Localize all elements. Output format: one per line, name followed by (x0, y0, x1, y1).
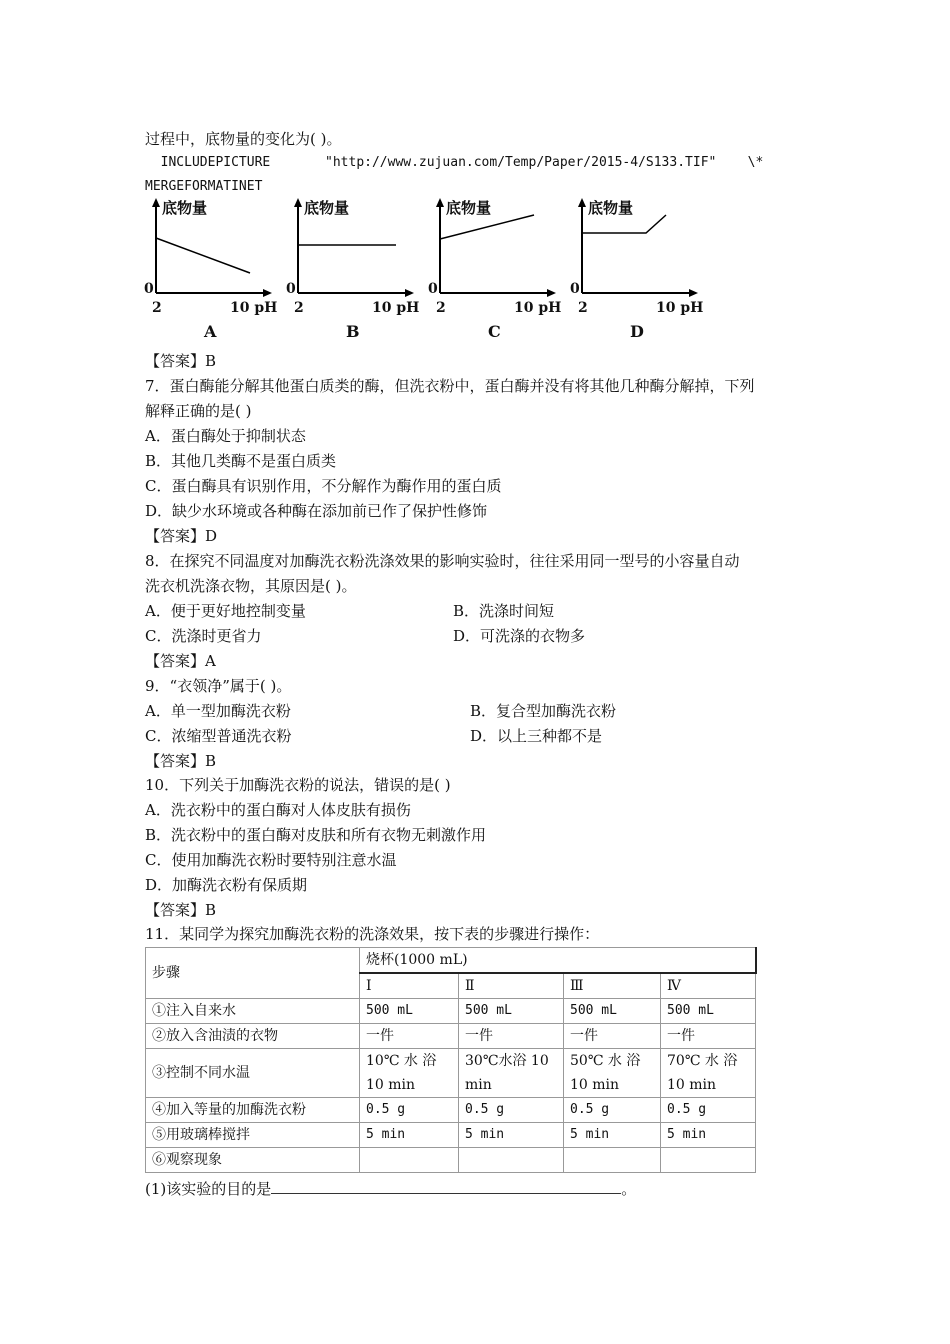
y-axis-arrow (578, 198, 586, 207)
graph-origin-label: 0 (428, 281, 438, 297)
beaker-header-cell: 烧杯(1000 mL) (360, 948, 756, 974)
step-cell: ⑥观察现象 (146, 1148, 360, 1173)
graph-letter: C (488, 322, 501, 341)
q7-stem-line2: 解释正确的是( ) (145, 402, 252, 420)
graph-tick-start: 2 (436, 300, 446, 316)
q10-stem: 10．下列关于加酶洗衣粉的说法，错误的是( ) (145, 776, 451, 794)
x-axis-arrow (547, 289, 556, 297)
y-axis-arrow (294, 198, 302, 207)
table-header-row (146, 948, 756, 974)
q11-stem: 11．某同学为探究加酶洗衣粉的洗涤效果，按下表的步骤进行操作： (145, 925, 600, 943)
graph-letter: D (630, 322, 644, 341)
q8-option-b: B．洗涤时间短 (453, 602, 555, 620)
value-cell: 一件 (459, 1024, 564, 1049)
graph-ylabel: 底物量 (162, 199, 208, 217)
value-cell: 50℃ 水 浴 10 min (564, 1049, 661, 1098)
substrate-curve (156, 238, 250, 273)
graph-tick-start: 2 (152, 300, 162, 316)
graph-letter: B (346, 322, 360, 341)
answer-q10: 【答案】B (145, 901, 217, 919)
graph-origin-label: 0 (570, 281, 580, 297)
step-cell: ①注入自来水 (146, 999, 360, 1024)
value-cell: 一件 (360, 1024, 459, 1049)
q9-option-a: A．单一型加酶洗衣粉 (145, 702, 291, 720)
answer-q6: 【答案】B (145, 352, 217, 370)
step-cell: ③控制不同水温 (146, 1049, 360, 1098)
table-row (146, 1098, 756, 1123)
include-field-line: INCLUDEPICTURE "http://www.zujuan.com/Temp/Paper/2015-4/S133.TIF" \* (145, 155, 764, 170)
q8-option-d: D．可洗涤的衣物多 (453, 627, 586, 645)
q8-option-c: C．洗涤时更省力 (145, 627, 262, 645)
answer-blank[interactable] (271, 1179, 621, 1194)
q7-option-b: B．其他几类酶不是蛋白质类 (145, 452, 337, 470)
q8-stem-line1: 8．在探究不同温度对加酶洗衣粉洗涤效果的影响实验时，往往采用同一型号的小容量自动 (145, 552, 740, 570)
value-cell: 500 mL (564, 999, 661, 1024)
graph-tick-end: 10 pH (656, 300, 704, 316)
table-row (146, 1024, 756, 1049)
x-axis-arrow (263, 289, 272, 297)
value-cell: 30℃水浴 10 min (459, 1049, 564, 1098)
answer-q7: 【答案】D (145, 527, 218, 545)
beaker-col-2: Ⅱ (459, 973, 564, 999)
table-row (146, 1148, 756, 1173)
q10-option-b: B．洗衣粉中的蛋白酶对皮肤和所有衣物无刺激作用 (145, 826, 487, 844)
q7-option-a: A．蛋白酶处于抑制状态 (145, 427, 306, 445)
value-cell: 70℃ 水 浴 10 min (661, 1049, 756, 1098)
graph-panel-b (280, 196, 420, 346)
step-cell: ④加入等量的加酶洗衣粉 (146, 1098, 360, 1123)
y-axis-arrow (436, 198, 444, 207)
q9-stem: 9．“衣领净”属于( )。 (145, 677, 292, 695)
value-cell: 0.5 g (459, 1098, 564, 1123)
value-cell: 一件 (661, 1024, 756, 1049)
step-cell: ②放入含油渍的衣物 (146, 1024, 360, 1049)
y-axis-arrow (152, 198, 160, 207)
empty-cell (661, 1148, 756, 1173)
graph-tick-end: 10 pH (230, 300, 278, 316)
value-cell: 5 min (564, 1123, 661, 1148)
graph-ylabel: 底物量 (304, 199, 350, 217)
ph-substrate-graphs (138, 196, 718, 346)
step-header-cell: 步骤 (146, 948, 360, 999)
value-cell: 500 mL (661, 999, 756, 1024)
q8-option-a: A．便于更好地控制变量 (145, 602, 306, 620)
value-cell: 0.5 g (661, 1098, 756, 1123)
value-cell: 5 min (459, 1123, 564, 1148)
substrate-curve (440, 215, 534, 239)
q11-sub1-suffix: 。 (621, 1180, 637, 1198)
answer-q9: 【答案】B (145, 752, 217, 770)
empty-cell (360, 1148, 459, 1173)
table-row (146, 999, 756, 1024)
graph-origin-label: 0 (144, 281, 154, 297)
beaker-col-4: Ⅳ (661, 973, 756, 999)
step-cell: ⑤用玻璃棒搅拌 (146, 1123, 360, 1148)
value-cell: 10℃ 水 浴 10 min (360, 1049, 459, 1098)
include-field-line-2: MERGEFORMATINET (145, 179, 263, 194)
q8-stem-line2: 洗衣机洗涤衣物，其原因是( )。 (145, 577, 357, 595)
q10-option-c: C．使用加酶洗衣粉时要特别注意水温 (145, 851, 397, 869)
value-cell: 一件 (564, 1024, 661, 1049)
experiment-steps-table (145, 947, 757, 1173)
value-cell: 0.5 g (564, 1098, 661, 1123)
empty-cell (459, 1148, 564, 1173)
graph-letter: A (204, 322, 217, 341)
graph-ylabel: 底物量 (446, 199, 492, 217)
beaker-col-3: Ⅲ (564, 973, 661, 999)
q7-option-d: D．缺少水环境或各种酶在添加前已作了保护性修饰 (145, 502, 488, 520)
graph-origin-label: 0 (286, 281, 296, 297)
beaker-col-1: Ⅰ (360, 973, 459, 999)
x-axis-arrow (405, 289, 414, 297)
x-axis-arrow (689, 289, 698, 297)
intro-line: 过程中，底物量的变化为( )。 (145, 130, 342, 148)
empty-cell (564, 1148, 661, 1173)
graph-ylabel: 底物量 (588, 199, 634, 217)
graph-tick-start: 2 (578, 300, 588, 316)
value-cell: 5 min (661, 1123, 756, 1148)
table-row (146, 1123, 756, 1148)
graph-panel-c (422, 196, 562, 346)
table-row (146, 1049, 756, 1098)
value-cell: 5 min (360, 1123, 459, 1148)
q9-option-c: C．浓缩型普通洗衣粉 (145, 727, 292, 745)
q11-sub1 (145, 1179, 636, 1199)
q9-option-d: D．以上三种都不是 (470, 727, 603, 745)
graph-tick-start: 2 (294, 300, 304, 316)
q9-option-b: B．复合型加酶洗衣粉 (470, 702, 617, 720)
q7-option-c: C．蛋白酶具有识别作用，不分解作为酶作用的蛋白质 (145, 477, 502, 495)
value-cell: 500 mL (459, 999, 564, 1024)
q11-sub1-prefix: (1)该实验的目的是 (145, 1180, 272, 1198)
answer-q8: 【答案】A (145, 652, 216, 670)
value-cell: 0.5 g (360, 1098, 459, 1123)
value-cell: 500 mL (360, 999, 459, 1024)
graph-tick-end: 10 pH (372, 300, 420, 316)
q10-option-d: D．加酶洗衣粉有保质期 (145, 876, 308, 894)
q7-stem-line1: 7．蛋白酶能分解其他蛋白质类的酶，但洗衣粉中，蛋白酶并没有将其他几种酶分解掉，下列 (145, 377, 755, 395)
q10-option-a: A．洗衣粉中的蛋白酶对人体皮肤有损伤 (145, 801, 411, 819)
graph-panel-a (138, 196, 278, 346)
graph-tick-end: 10 pH (514, 300, 562, 316)
graph-panel-d (564, 196, 704, 346)
